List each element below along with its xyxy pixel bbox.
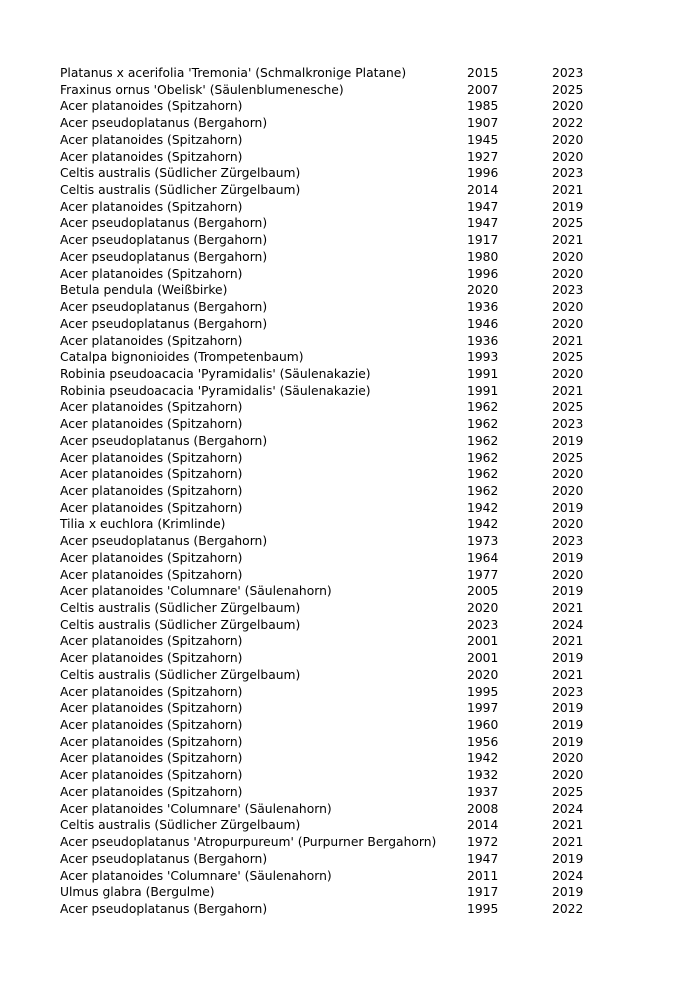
checked-year-cell: 2019	[552, 734, 584, 749]
species-cell: Platanus x acerifolia 'Tremonia' (Schmalkronige Platane)	[60, 66, 407, 80]
planted-year-cell: 1972	[467, 835, 499, 850]
species-cell: Acer platanoides (Spitzahorn)	[60, 417, 243, 432]
planted-year-cell: 1995	[467, 901, 499, 916]
planted-year-cell: 1973	[467, 534, 499, 549]
table-row	[60, 98, 612, 115]
table-row	[60, 65, 612, 82]
planted-year-cell: 1947	[467, 216, 499, 231]
table-row	[60, 165, 612, 182]
planted-year-cell: 2020	[467, 283, 499, 298]
planted-year-cell: 1942	[467, 500, 499, 515]
table-row	[60, 884, 612, 901]
species-cell: Acer platanoides (Spitzahorn)	[60, 483, 243, 498]
species-cell: Acer platanoides (Spitzahorn)	[60, 149, 243, 164]
table-row	[60, 767, 612, 784]
table-row	[60, 450, 612, 467]
species-cell: Acer platanoides (Spitzahorn)	[60, 701, 243, 716]
table-row	[60, 868, 612, 885]
checked-year-cell: 2023	[552, 283, 584, 298]
table-row	[60, 533, 612, 550]
checked-year-cell: 2020	[552, 99, 584, 114]
table-row	[60, 567, 612, 584]
table-row	[60, 282, 612, 299]
species-cell: Acer platanoides 'Columnare' (Säulenahorn)	[60, 868, 332, 883]
planted-year-cell: 1917	[467, 885, 499, 900]
checked-year-cell: 2022	[552, 116, 584, 131]
species-cell: Tilia x euchlora (Krimlinde)	[60, 517, 226, 532]
species-cell: Celtis australis (Südlicher Zürgelbaum)	[60, 617, 301, 632]
planted-year-cell: 1997	[467, 701, 499, 716]
species-cell: Acer platanoides (Spitzahorn)	[60, 99, 243, 114]
table-row	[60, 717, 612, 734]
tree-rows	[60, 65, 612, 918]
planted-year-cell: 1936	[467, 333, 499, 348]
species-cell: Robinia pseudoacacia 'Pyramidalis' (Säulenakazie)	[60, 383, 371, 398]
table-row	[60, 500, 612, 517]
species-cell: Acer platanoides (Spitzahorn)	[60, 784, 243, 799]
checked-year-cell: 2021	[552, 233, 584, 248]
checked-year-cell: 2019	[552, 851, 584, 866]
planted-year-cell: 2001	[467, 651, 499, 666]
species-cell: Celtis australis (Südlicher Zürgelbaum)	[60, 818, 301, 833]
species-cell: Acer platanoides (Spitzahorn)	[60, 500, 243, 515]
planted-year-cell: 1937	[467, 784, 499, 799]
species-cell: Acer platanoides (Spitzahorn)	[60, 266, 243, 281]
species-cell: Acer platanoides (Spitzahorn)	[60, 567, 243, 582]
species-cell: Acer platanoides (Spitzahorn)	[60, 467, 243, 482]
planted-year-cell: 2011	[467, 868, 499, 883]
planted-year-cell: 1996	[467, 166, 499, 181]
table-row	[60, 667, 612, 684]
table-row	[60, 851, 612, 868]
checked-year-cell: 2020	[552, 300, 584, 315]
checked-year-cell: 2025	[552, 450, 584, 465]
checked-year-cell: 2019	[552, 550, 584, 565]
table-row	[60, 182, 612, 199]
species-cell: Acer pseudoplatanus (Bergahorn)	[60, 116, 268, 131]
species-cell: Acer platanoides 'Columnare' (Säulenahorn)	[60, 584, 332, 599]
checked-year-cell: 2024	[552, 617, 584, 632]
planted-year-cell: 1980	[467, 249, 499, 264]
table-row	[60, 433, 612, 450]
checked-year-cell: 2021	[552, 634, 584, 649]
species-cell: Acer pseudoplatanus (Bergahorn)	[60, 300, 268, 315]
table-row	[60, 416, 612, 433]
checked-year-cell: 2021	[552, 835, 584, 850]
table-row	[60, 383, 612, 400]
checked-year-cell: 2023	[552, 66, 584, 80]
table-row	[60, 266, 612, 283]
planted-year-cell: 2014	[467, 183, 499, 198]
checked-year-cell: 2019	[552, 701, 584, 716]
table-row	[60, 399, 612, 416]
planted-year-cell: 1907	[467, 116, 499, 131]
table-row	[60, 801, 612, 818]
table-row	[60, 349, 612, 366]
planted-year-cell: 1962	[467, 450, 499, 465]
planted-year-cell: 2008	[467, 801, 499, 816]
planted-year-cell: 2005	[467, 584, 499, 599]
species-cell: Fraxinus ornus 'Obelisk' (Säulenblumenesche)	[60, 82, 344, 97]
checked-year-cell: 2020	[552, 751, 584, 766]
planted-year-cell: 1947	[467, 199, 499, 214]
table-row	[60, 617, 612, 634]
checked-year-cell: 2021	[552, 183, 584, 198]
checked-year-cell: 2021	[552, 667, 584, 682]
checked-year-cell: 2025	[552, 82, 584, 97]
table-row	[60, 633, 612, 650]
planted-year-cell: 2001	[467, 634, 499, 649]
planted-year-cell: 2014	[467, 818, 499, 833]
checked-year-cell: 2020	[552, 517, 584, 532]
table-row	[60, 132, 612, 149]
checked-year-cell: 2019	[552, 433, 584, 448]
species-cell: Acer platanoides (Spitzahorn)	[60, 651, 243, 666]
species-cell: Acer platanoides (Spitzahorn)	[60, 400, 243, 415]
checked-year-cell: 2023	[552, 534, 584, 549]
checked-year-cell: 2020	[552, 249, 584, 264]
species-cell: Acer platanoides (Spitzahorn)	[60, 450, 243, 465]
species-cell: Ulmus glabra (Bergulme)	[60, 885, 215, 900]
checked-year-cell: 2019	[552, 584, 584, 599]
checked-year-cell: 2024	[552, 868, 584, 883]
table-row	[60, 466, 612, 483]
species-cell: Acer platanoides (Spitzahorn)	[60, 333, 243, 348]
checked-year-cell: 2020	[552, 483, 584, 498]
species-cell: Acer pseudoplatanus (Bergahorn)	[60, 249, 268, 264]
table-row	[60, 700, 612, 717]
table-row	[60, 583, 612, 600]
species-cell: Acer platanoides 'Columnare' (Säulenahorn)	[60, 801, 332, 816]
checked-year-cell: 2025	[552, 216, 584, 231]
checked-year-cell: 2020	[552, 132, 584, 147]
table-row	[60, 299, 612, 316]
planted-year-cell: 1956	[467, 734, 499, 749]
checked-year-cell: 2020	[552, 149, 584, 164]
checked-year-cell: 2019	[552, 651, 584, 666]
table-row	[60, 483, 612, 500]
table-row	[60, 784, 612, 801]
planted-year-cell: 2020	[467, 601, 499, 615]
species-cell: Acer pseudoplatanus (Bergahorn)	[60, 216, 268, 231]
checked-year-cell: 2024	[552, 801, 584, 816]
species-cell: Acer platanoides (Spitzahorn)	[60, 550, 243, 565]
table-row	[60, 600, 612, 617]
planted-year-cell: 1932	[467, 768, 499, 783]
checked-year-cell: 2022	[552, 901, 584, 916]
species-cell: Acer platanoides (Spitzahorn)	[60, 718, 243, 733]
planted-year-cell: 1991	[467, 383, 499, 398]
species-cell: Acer platanoides (Spitzahorn)	[60, 684, 243, 699]
species-cell: Acer platanoides (Spitzahorn)	[60, 768, 243, 783]
planted-year-cell: 1917	[467, 233, 499, 248]
planted-year-cell: 1946	[467, 316, 499, 331]
table-row	[60, 149, 612, 166]
table-row	[60, 550, 612, 567]
table-row	[60, 834, 612, 851]
planted-year-cell: 1995	[467, 684, 499, 699]
species-cell: Acer platanoides (Spitzahorn)	[60, 751, 243, 766]
checked-year-cell: 2019	[552, 718, 584, 733]
species-cell: Acer pseudoplatanus 'Atropurpureum' (Purpurner Bergahorn)	[60, 835, 437, 850]
checked-year-cell: 2023	[552, 684, 584, 699]
checked-year-cell: 2019	[552, 199, 584, 214]
checked-year-cell: 2021	[552, 383, 584, 398]
table-row	[60, 750, 612, 767]
planted-year-cell: 1991	[467, 366, 499, 381]
planted-year-cell: 1942	[467, 517, 499, 532]
checked-year-cell: 2020	[552, 567, 584, 582]
planted-year-cell: 1945	[467, 132, 499, 147]
species-cell: Acer platanoides (Spitzahorn)	[60, 132, 243, 147]
species-cell: Acer platanoides (Spitzahorn)	[60, 199, 243, 214]
species-cell: Celtis australis (Südlicher Zürgelbaum)	[60, 166, 301, 181]
checked-year-cell: 2025	[552, 784, 584, 799]
planted-year-cell: 1927	[467, 149, 499, 164]
table-row	[60, 82, 612, 99]
planted-year-cell: 1936	[467, 300, 499, 315]
table-row	[60, 817, 612, 834]
checked-year-cell: 2019	[552, 500, 584, 515]
checked-year-cell: 2023	[552, 417, 584, 432]
species-cell: Acer pseudoplatanus (Bergahorn)	[60, 901, 268, 916]
species-cell: Acer platanoides (Spitzahorn)	[60, 734, 243, 749]
planted-year-cell: 1996	[467, 266, 499, 281]
tree-table	[60, 65, 612, 918]
planted-year-cell: 1962	[467, 417, 499, 432]
table-row	[60, 516, 612, 533]
checked-year-cell: 2023	[552, 166, 584, 181]
table-row	[60, 249, 612, 266]
planted-year-cell: 1947	[467, 851, 499, 866]
species-cell: Catalpa bignonioides (Trompetenbaum)	[60, 350, 304, 365]
planted-year-cell: 1985	[467, 99, 499, 114]
checked-year-cell: 2025	[552, 350, 584, 365]
checked-year-cell: 2021	[552, 333, 584, 348]
species-cell: Acer pseudoplatanus (Bergahorn)	[60, 233, 268, 248]
table-row	[60, 734, 612, 751]
table-row	[60, 316, 612, 333]
planted-year-cell: 2015	[467, 66, 499, 80]
table-row	[60, 215, 612, 232]
checked-year-cell: 2020	[552, 266, 584, 281]
species-cell: Celtis australis (Südlicher Zürgelbaum)	[60, 601, 301, 615]
checked-year-cell: 2020	[552, 316, 584, 331]
checked-year-cell: 2021	[552, 601, 584, 615]
species-cell: Acer pseudoplatanus (Bergahorn)	[60, 433, 268, 448]
planted-year-cell: 1942	[467, 751, 499, 766]
checked-year-cell: 2020	[552, 366, 584, 381]
table-row	[60, 232, 612, 249]
planted-year-cell: 1977	[467, 567, 499, 582]
planted-year-cell: 1962	[467, 433, 499, 448]
planted-year-cell: 1962	[467, 483, 499, 498]
species-cell: Betula pendula (Weißbirke)	[60, 283, 228, 298]
species-cell: Celtis australis (Südlicher Zürgelbaum)	[60, 667, 301, 682]
table-row	[60, 901, 612, 918]
checked-year-cell: 2020	[552, 467, 584, 482]
table-row	[60, 199, 612, 216]
planted-year-cell: 1962	[467, 400, 499, 415]
checked-year-cell: 2019	[552, 885, 584, 900]
planted-year-cell: 1993	[467, 350, 499, 365]
table-row	[60, 650, 612, 667]
planted-year-cell: 1962	[467, 467, 499, 482]
table-row	[60, 333, 612, 350]
table-row	[60, 115, 612, 132]
checked-year-cell: 2025	[552, 400, 584, 415]
planted-year-cell: 1964	[467, 550, 499, 565]
planted-year-cell: 2020	[467, 667, 499, 682]
checked-year-cell: 2020	[552, 768, 584, 783]
species-cell: Acer pseudoplatanus (Bergahorn)	[60, 851, 268, 866]
species-cell: Celtis australis (Südlicher Zürgelbaum)	[60, 183, 301, 198]
planted-year-cell: 2007	[467, 82, 499, 97]
table-row	[60, 684, 612, 701]
species-cell: Acer platanoides (Spitzahorn)	[60, 634, 243, 649]
planted-year-cell: 1960	[467, 718, 499, 733]
table-row	[60, 366, 612, 383]
species-cell: Robinia pseudoacacia 'Pyramidalis' (Säulenakazie)	[60, 366, 371, 381]
checked-year-cell: 2021	[552, 818, 584, 833]
species-cell: Acer pseudoplatanus (Bergahorn)	[60, 316, 268, 331]
planted-year-cell: 2023	[467, 617, 499, 632]
species-cell: Acer pseudoplatanus (Bergahorn)	[60, 534, 268, 549]
